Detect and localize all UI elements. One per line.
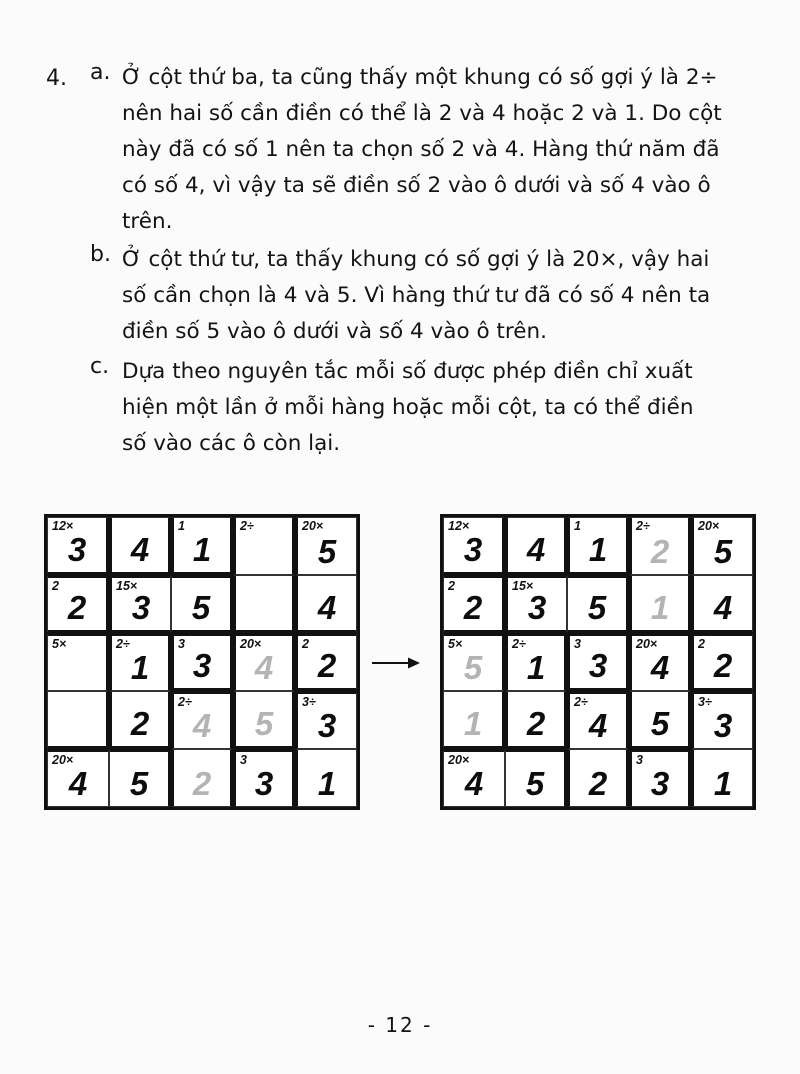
cell-value: 1 (317, 765, 337, 802)
cage-clue: 2 (698, 637, 705, 651)
cell-value: 4 (192, 707, 212, 744)
grid-cell (567, 575, 629, 633)
grid-cell (47, 749, 109, 807)
text-line: Ở cột thứ tư, ta thấy khung có số gợi ý là 20×, vậy hai (122, 247, 710, 272)
cage-clue: 2 (448, 579, 455, 593)
cell-value: 2 (650, 533, 670, 570)
cage-clue: 12× (448, 519, 470, 533)
cell-value: 2 (67, 589, 87, 626)
cell-value: 3 (317, 707, 337, 744)
cage-clue: 5× (448, 637, 463, 651)
grid-cell (171, 691, 233, 749)
grid-cell (691, 575, 753, 633)
cell-value: 2 (588, 765, 608, 802)
grid-cell (171, 517, 233, 575)
cell-value: 3 (254, 765, 274, 802)
cage-clue: 20× (52, 753, 74, 767)
cell-value: 5 (463, 649, 483, 686)
cell-value: 3 (713, 707, 733, 744)
cage-clue: 20× (636, 637, 658, 651)
cell-value: 5 (713, 533, 733, 570)
cell-value: 4 (130, 531, 150, 568)
grid-cell (109, 691, 171, 749)
grid-cell (109, 575, 171, 633)
cell-value: 4 (254, 649, 274, 686)
cell-value: 5 (587, 589, 607, 626)
grid-cell (295, 749, 357, 807)
grid-cell (171, 575, 233, 633)
text-line: số vào các ô còn lại. (122, 431, 341, 456)
cell-value: 5 (650, 705, 670, 742)
cell-value: 3 (588, 647, 608, 684)
grid-cell (233, 749, 295, 807)
cell-value: 4 (464, 765, 484, 802)
cell-value: 5 (129, 765, 149, 802)
grid-cell (691, 633, 753, 691)
text-line: có số 4, vì vậy ta sẽ điền số 2 vào ô dưới và số 4 vào ô (122, 173, 711, 198)
cell-value: 4 (317, 589, 337, 626)
cage-clue: 15× (512, 579, 534, 593)
cage-clue: 3 (574, 637, 581, 651)
cage-clue: 2÷ (574, 695, 588, 709)
cage-clue: 2÷ (116, 637, 130, 651)
grid-cell (109, 633, 171, 691)
cage-clue: 3÷ (698, 695, 712, 709)
grid-cell (47, 633, 109, 691)
grid-cell (233, 691, 295, 749)
grid-cell (295, 575, 357, 633)
cell-value: 1 (192, 531, 212, 568)
grid-cell (109, 749, 171, 807)
grid-cell (233, 575, 295, 633)
grid-cell (443, 633, 505, 691)
cage-clue: 2÷ (240, 519, 254, 533)
right-arrow-icon (372, 656, 420, 670)
grid-cell (567, 633, 629, 691)
cell-value: 5 (191, 589, 211, 626)
grid-cell (443, 575, 505, 633)
grid-cell (171, 633, 233, 691)
grid-cell (567, 691, 629, 749)
cell-value: 3 (527, 589, 547, 626)
cell-value: 2 (192, 765, 212, 802)
cage-clue: 20× (448, 753, 470, 767)
text-line: này đã có số 1 nên ta chọn số 2 và 4. Hàng thứ năm đã (122, 137, 720, 162)
text-line: Ở cột thứ ba, ta cũng thấy một khung có số gợi ý là 2÷ (122, 65, 718, 90)
grid-cell (443, 749, 505, 807)
text-line: hiện một lần ở mỗi hàng hoặc mỗi cột, ta có thể điền (122, 395, 694, 420)
cage-clue: 3 (240, 753, 247, 767)
cell-value: 1 (463, 705, 483, 742)
text-line: trên. (122, 209, 173, 234)
grid-cell (505, 691, 567, 749)
cell-value: 4 (526, 531, 546, 568)
grid-cell (443, 691, 505, 749)
cell-value: 2 (130, 705, 150, 742)
text-line: số cần chọn là 4 và 5. Vì hàng thứ tư đã có số 4 nên ta (122, 283, 711, 308)
cell-value: 3 (192, 647, 212, 684)
grid-cell (295, 691, 357, 749)
grid-cell (171, 749, 233, 807)
cell-value: 1 (588, 531, 608, 568)
cell-value: 1 (526, 649, 546, 686)
grid-cell (505, 575, 567, 633)
cage-clue: 15× (116, 579, 138, 593)
cage-clue: 2÷ (178, 695, 192, 709)
paragraph-label: b. (90, 242, 111, 267)
cell-value: 4 (588, 707, 608, 744)
grid-cell (47, 575, 109, 633)
cell-value: 3 (131, 589, 151, 626)
grid-cell (629, 575, 691, 633)
grid-cell (691, 691, 753, 749)
cell-value: 2 (713, 647, 733, 684)
grid-cell (233, 633, 295, 691)
cage-clue: 1 (178, 519, 185, 533)
cage-clue: 1 (574, 519, 581, 533)
cage-clue: 20× (302, 519, 324, 533)
grid-cell (295, 517, 357, 575)
cage-clue: 3÷ (302, 695, 316, 709)
cell-value: 5 (525, 765, 545, 802)
grid-cell (505, 633, 567, 691)
paragraph-label: c. (90, 354, 110, 379)
cell-value: 4 (68, 765, 88, 802)
grid-cell (505, 517, 567, 575)
page-number: - 12 - (367, 1013, 433, 1037)
cell-value: 2 (526, 705, 546, 742)
kenken-grid-after (440, 514, 756, 810)
grid-cell (295, 633, 357, 691)
cell-value: 4 (650, 649, 670, 686)
grid-cell (629, 749, 691, 807)
paragraph-label: a. (90, 60, 111, 85)
grid-cell (233, 517, 295, 575)
cage-clue: 5× (52, 637, 67, 651)
item-number: 4. (46, 66, 67, 91)
cell-value: 1 (650, 589, 670, 626)
grid-cell (443, 517, 505, 575)
grid-cell (691, 749, 753, 807)
text-line: nên hai số cần điền có thể là 2 và 4 hoặc 2 và 1. Do cột (122, 101, 722, 126)
cage-clue: 2 (302, 637, 309, 651)
cage-clue: 20× (240, 637, 262, 651)
grid-cell (629, 633, 691, 691)
cell-value: 3 (67, 531, 87, 568)
grid-cell (47, 517, 109, 575)
cage-clue: 2 (52, 579, 59, 593)
cage-clue: 20× (698, 519, 720, 533)
cell-value: 2 (317, 647, 337, 684)
kenken-grid-before (44, 514, 360, 810)
grid-cell (109, 517, 171, 575)
grid-cell (567, 749, 629, 807)
grid-cell (505, 749, 567, 807)
cage-clue: 12× (52, 519, 74, 533)
text-line: Dựa theo nguyên tắc mỗi số được phép điền chỉ xuất (122, 359, 693, 384)
grid-cell (629, 517, 691, 575)
cage-clue: 2÷ (512, 637, 526, 651)
text-line: điền số 5 vào ô dưới và số 4 vào ô trên. (122, 319, 547, 344)
grid-cell (629, 691, 691, 749)
grid-cell (47, 691, 109, 749)
cage-clue: 2÷ (636, 519, 650, 533)
cage-clue: 3 (636, 753, 643, 767)
grid-cell (691, 517, 753, 575)
cell-value: 5 (317, 533, 337, 570)
cell-value: 1 (713, 765, 733, 802)
cell-value: 1 (130, 649, 150, 686)
cell-value: 4 (713, 589, 733, 626)
cell-value: 3 (463, 531, 483, 568)
cell-value: 2 (463, 589, 483, 626)
grid-cell (567, 517, 629, 575)
cell-value: 5 (254, 705, 274, 742)
cell-value: 3 (650, 765, 670, 802)
cage-clue: 3 (178, 637, 185, 651)
